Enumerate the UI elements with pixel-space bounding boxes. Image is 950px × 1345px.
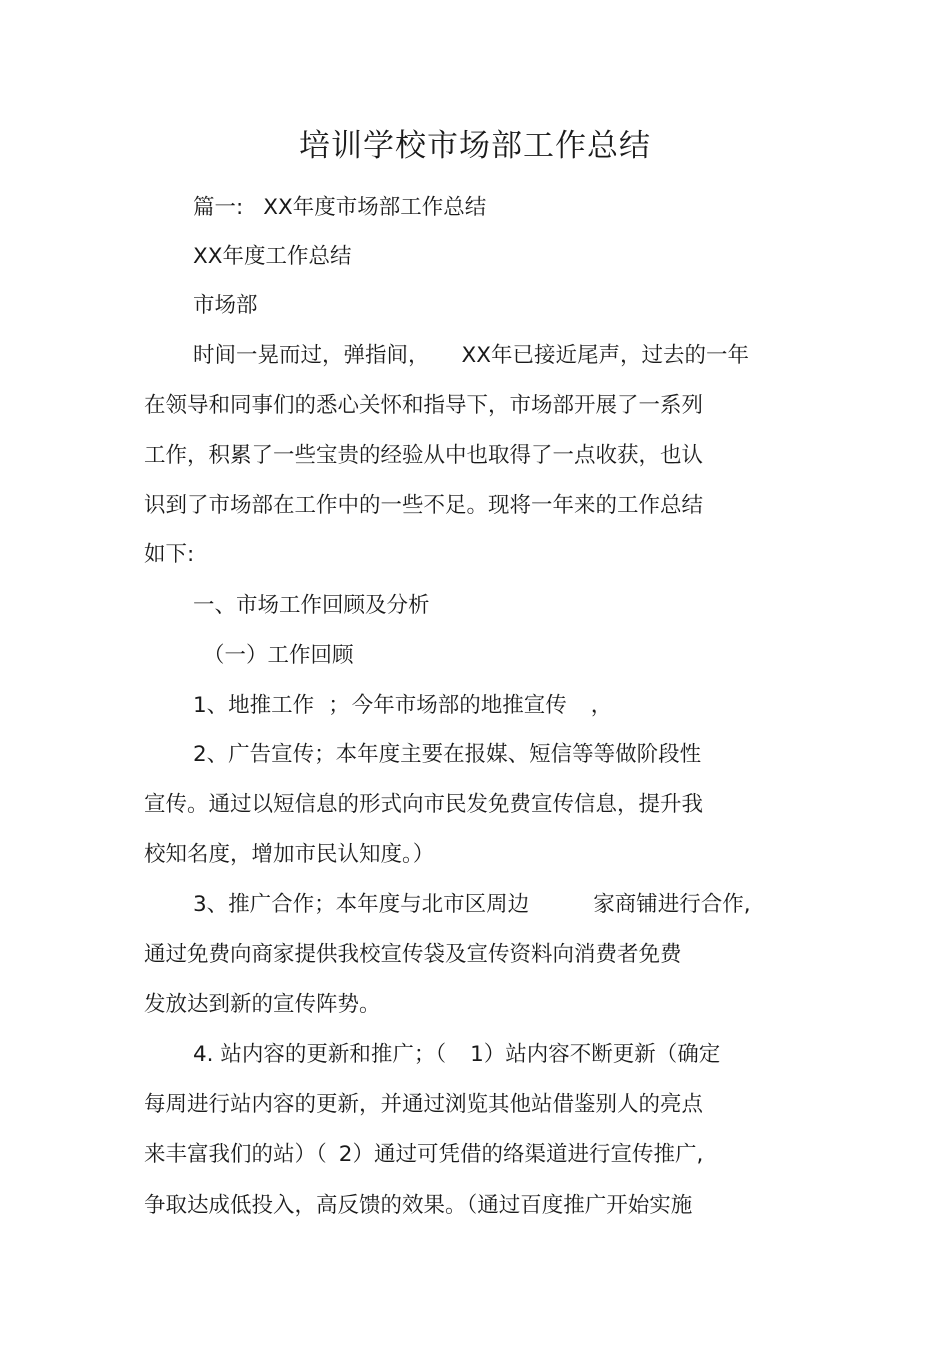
item-1-label: 1、地推工作 — [193, 693, 315, 718]
intro-line-3: 工作，积累了一些宝贵的经验从中也取得了一点收获，也认 — [144, 443, 704, 468]
intro-line-1a: 时间一晃而过，弹指间， — [193, 343, 430, 368]
item-1-text: 今年市场部的地推宣传 — [351, 693, 567, 718]
document-title: 培训学校市场部工作总结 — [299, 128, 651, 164]
item-2-line-1: 2、广告宣传；本年度主要在报媒、短信等等做阶段性 — [193, 742, 702, 767]
item-3-line-1a: 3、推广合作；本年度与北市区周边 — [193, 892, 530, 917]
subsection-1-title: （一）工作回顾 — [203, 643, 354, 668]
item-1-end: ， — [590, 693, 613, 718]
intro-line-1b: XX年已接近尾声，过去的一年 — [461, 343, 749, 368]
item-3-line-3: 发放达到新的宣传阵势。 — [144, 992, 381, 1017]
item-4-line-3a: 来丰富我们的站）（ — [144, 1142, 327, 1167]
item-4-line-1a: 4. 站内容的更新和推广；（ — [193, 1042, 447, 1067]
subheading: XX年度工作总结 — [193, 244, 352, 269]
intro-line-4: 识到了市场部在工作中的一些不足。现将一年来的工作总结 — [144, 493, 704, 518]
intro-line-2: 在领导和同事们的悉心关怀和指导下，市场部开展了一系列 — [144, 393, 704, 418]
chapter-heading — [193, 193, 486, 223]
chapter-name: XX年度市场部工作总结 — [263, 195, 487, 220]
item-3-line-1b: 家商铺进行合作, — [593, 892, 751, 917]
item-4-line-3 — [144, 1140, 703, 1170]
item-4-line-1 — [193, 1040, 720, 1070]
intro-line-1 — [193, 341, 749, 371]
item-1-sep: ； — [328, 693, 350, 718]
item-4-line-3b: 2）通过可凭借的络渠道进行宣传推广, — [338, 1142, 704, 1167]
item-4-line-2: 每周进行站内容的更新，并通过浏览其他站借鉴别人的亮点 — [144, 1092, 704, 1117]
item-4-line-1b: 1）站内容不断更新（确定 — [470, 1042, 721, 1067]
item-2-line-3: 校知名度，增加市民认知度。） — [144, 842, 435, 867]
item-4-line-4: 争取达成低投入，高反馈的效果。（通过百度推广开始实施 — [144, 1193, 693, 1218]
intro-line-5: 如下: — [144, 542, 195, 567]
item-2-line-2: 宣传。通过以短信息的形式向市民发免费宣传信息，提升我 — [144, 792, 704, 817]
chapter-label: 篇一: — [193, 195, 244, 220]
department-label: 市场部 — [193, 293, 258, 318]
item-3-line-2: 通过免费向商家提供我校宣传袋及宣传资料向消费者免费 — [144, 942, 682, 967]
section-1-title: 一、市场工作回顾及分析 — [193, 593, 430, 618]
item-3-line-1 — [193, 890, 751, 920]
item-1 — [193, 691, 612, 721]
